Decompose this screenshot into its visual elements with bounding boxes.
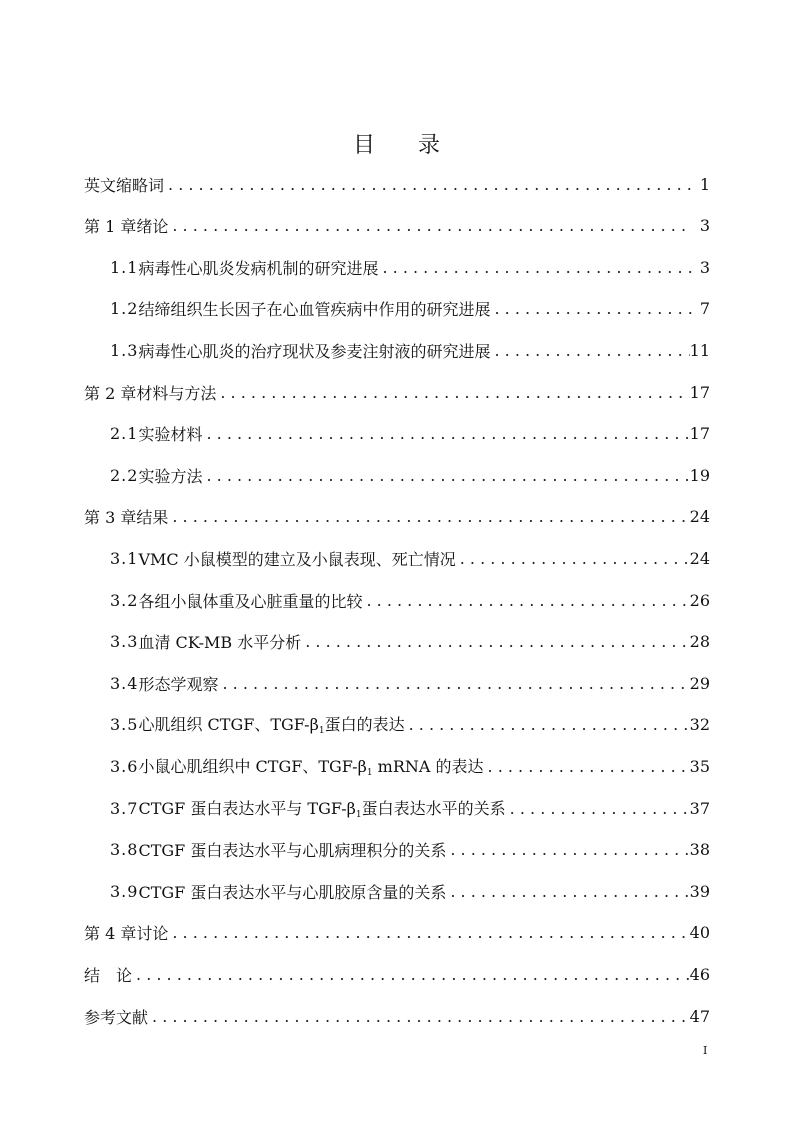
toc-entry[interactable] (110, 461, 710, 489)
toc-entry[interactable] (110, 669, 710, 697)
toc-entry-label-part: CTGF 蛋白表达水平与 TGF-β (138, 799, 356, 818)
toc-entry-page: 39 (689, 881, 710, 901)
toc-leader-dots (484, 757, 690, 776)
toc-entry-label-part: 小鼠心肌组织中 CTGF、TGF-β (138, 757, 367, 776)
toc-leader-dots (164, 175, 692, 194)
toc-entry-page: 7 (699, 298, 710, 318)
toc-chapter-number: 第 2 章 (84, 383, 137, 403)
toc-leader-dots (378, 258, 692, 277)
toc-entry[interactable] (110, 586, 710, 614)
toc-entry[interactable] (84, 378, 710, 406)
page-title: 目 录 (353, 133, 458, 158)
toc-entry-page: 3 (699, 257, 710, 277)
toc-entry-page: 29 (689, 673, 710, 693)
toc-entry-page: 47 (689, 1006, 710, 1026)
toc-entry[interactable] (110, 794, 710, 822)
toc-entry-page: 3 (699, 215, 710, 235)
toc-entry-page: 24 (689, 506, 710, 526)
toc-entry[interactable] (110, 835, 710, 863)
toc-section-number: 1.3 (110, 340, 139, 360)
toc-leader-dots (218, 674, 689, 693)
toc-entry-page: 1 (699, 174, 710, 194)
toc-entry-page: 24 (689, 548, 710, 568)
toc-entry-label: 实验材料 (138, 424, 203, 444)
toc-chapter-number: 第 3 章 (84, 507, 137, 527)
toc-section-number: 3.3 (110, 631, 139, 651)
toc-entry[interactable] (84, 960, 710, 988)
subscript: 1 (318, 726, 325, 736)
toc-entry[interactable] (110, 627, 710, 655)
toc-entry[interactable] (110, 336, 710, 364)
toc-section-number: 3.9 (110, 881, 139, 901)
toc-entry-label (138, 712, 404, 736)
toc-leader-dots (168, 923, 689, 942)
toc-leader-dots (132, 965, 690, 984)
toc-section-number: 2.2 (110, 465, 139, 485)
toc-entry-page: 19 (689, 465, 710, 485)
toc-leader-dots (168, 216, 692, 235)
toc-section-number: 1.2 (110, 298, 139, 318)
toc-entry-label: 讨论 (136, 923, 169, 943)
toc-entry[interactable] (84, 502, 710, 530)
toc-entry[interactable] (84, 211, 710, 239)
toc-leader-dots (202, 466, 689, 485)
toc-section-number: 3.4 (110, 673, 139, 693)
toc-entry[interactable] (110, 544, 710, 572)
toc-leader-dots (168, 507, 689, 526)
toc-entry-label: CTGF 蛋白表达水平与心肌胶原含量的关系 (138, 882, 447, 902)
toc-entry-label: 结果 (136, 507, 169, 527)
toc-entry[interactable] (110, 752, 710, 780)
toc-entry-label-part: 蛋白表达水平的关系 (361, 799, 506, 818)
toc-entry-label: 病毒性心肌炎发病机制的研究进展 (138, 258, 379, 278)
toc-entry-label (138, 754, 483, 778)
toc-chapter-number: 第 1 章 (84, 216, 137, 236)
toc-entry[interactable] (110, 419, 710, 447)
toc-entry-label (138, 796, 505, 820)
toc-entry-label: 实验方法 (138, 466, 203, 486)
page-folio: I (703, 1044, 708, 1057)
toc-entry-label: 结缔组织生长因子在心血管疾病中作用的研究进展 (138, 299, 491, 319)
toc-entry-label: CTGF 蛋白表达水平与心肌病理积分的关系 (138, 840, 447, 860)
toc-section-number: 3.6 (110, 756, 139, 776)
toc-entry-label: 材料与方法 (136, 383, 217, 403)
toc-leader-dots (202, 424, 689, 443)
toc-entry[interactable] (110, 877, 710, 905)
toc-leader-dots (148, 1007, 690, 1026)
toc-entry[interactable] (110, 710, 710, 738)
toc-section-number: 3.8 (110, 839, 139, 859)
toc-section-number: 2.1 (110, 423, 139, 443)
toc-entry-page: 11 (689, 340, 710, 360)
toc-entry-page: 17 (689, 382, 710, 402)
toc-entry-label: 绪论 (136, 216, 169, 236)
toc-entry-label-part: mRNA 的表达 (372, 757, 484, 776)
toc-entry-page: 17 (689, 423, 710, 443)
toc-entry[interactable] (110, 253, 710, 281)
toc-entry[interactable] (84, 1002, 710, 1030)
toc-entry-page: 28 (689, 631, 710, 651)
toc-entry[interactable] (110, 294, 710, 322)
toc-entry-page: 38 (689, 839, 710, 859)
toc-entry-page: 46 (689, 964, 710, 984)
toc-entry-page: 37 (689, 798, 710, 818)
toc-leader-dots (362, 591, 689, 610)
toc-leader-dots (490, 299, 692, 318)
toc-leader-dots (216, 383, 689, 402)
toc-entry-label: 参考文献 (84, 1007, 149, 1027)
toc-leader-dots (446, 840, 689, 859)
subscript: 1 (355, 810, 362, 820)
toc-entry-label: 各组小鼠体重及心脏重量的比较 (138, 591, 363, 611)
toc-section-number: 3.2 (110, 590, 139, 610)
toc-leader-dots (506, 799, 690, 818)
toc-entry-label: 形态学观察 (138, 674, 219, 694)
toc-section-number: 3.7 (110, 798, 139, 818)
toc-entry-page: 26 (689, 590, 710, 610)
toc-section-number: 3.5 (110, 714, 139, 734)
toc-entry-page: 32 (689, 714, 710, 734)
toc-leader-dots (490, 341, 689, 360)
subscript: 1 (366, 768, 373, 778)
toc-section-number: 1.1 (110, 257, 139, 277)
toc-entry-label: 病毒性心肌炎的治疗现状及参麦注射液的研究进展 (138, 341, 491, 361)
toc-entry-label: 英文缩略词 (84, 175, 165, 195)
toc-entry-page: 35 (689, 756, 710, 776)
toc-section-number: 3.1 (110, 548, 139, 568)
toc-leader-dots (446, 882, 689, 901)
toc-chapter-number: 第 4 章 (84, 923, 137, 943)
toc-leader-dots (456, 549, 690, 568)
toc-entry-label: 血清 CK-MB 水平分析 (138, 632, 302, 652)
toc-leader-dots (405, 715, 690, 734)
toc-leader-dots (301, 632, 689, 651)
toc-entry-label: VMC 小鼠模型的建立及小鼠表现、死亡情况 (138, 549, 456, 569)
toc-entry[interactable] (84, 918, 710, 946)
toc-entry[interactable] (84, 170, 710, 198)
toc-entry-label: 结 论 (84, 965, 133, 985)
toc-entry-page: 40 (689, 922, 710, 942)
toc-entry-label-part: 蛋白的表达 (324, 715, 405, 734)
toc-entry-label-part: 心肌组织 CTGF、TGF-β (138, 715, 319, 734)
